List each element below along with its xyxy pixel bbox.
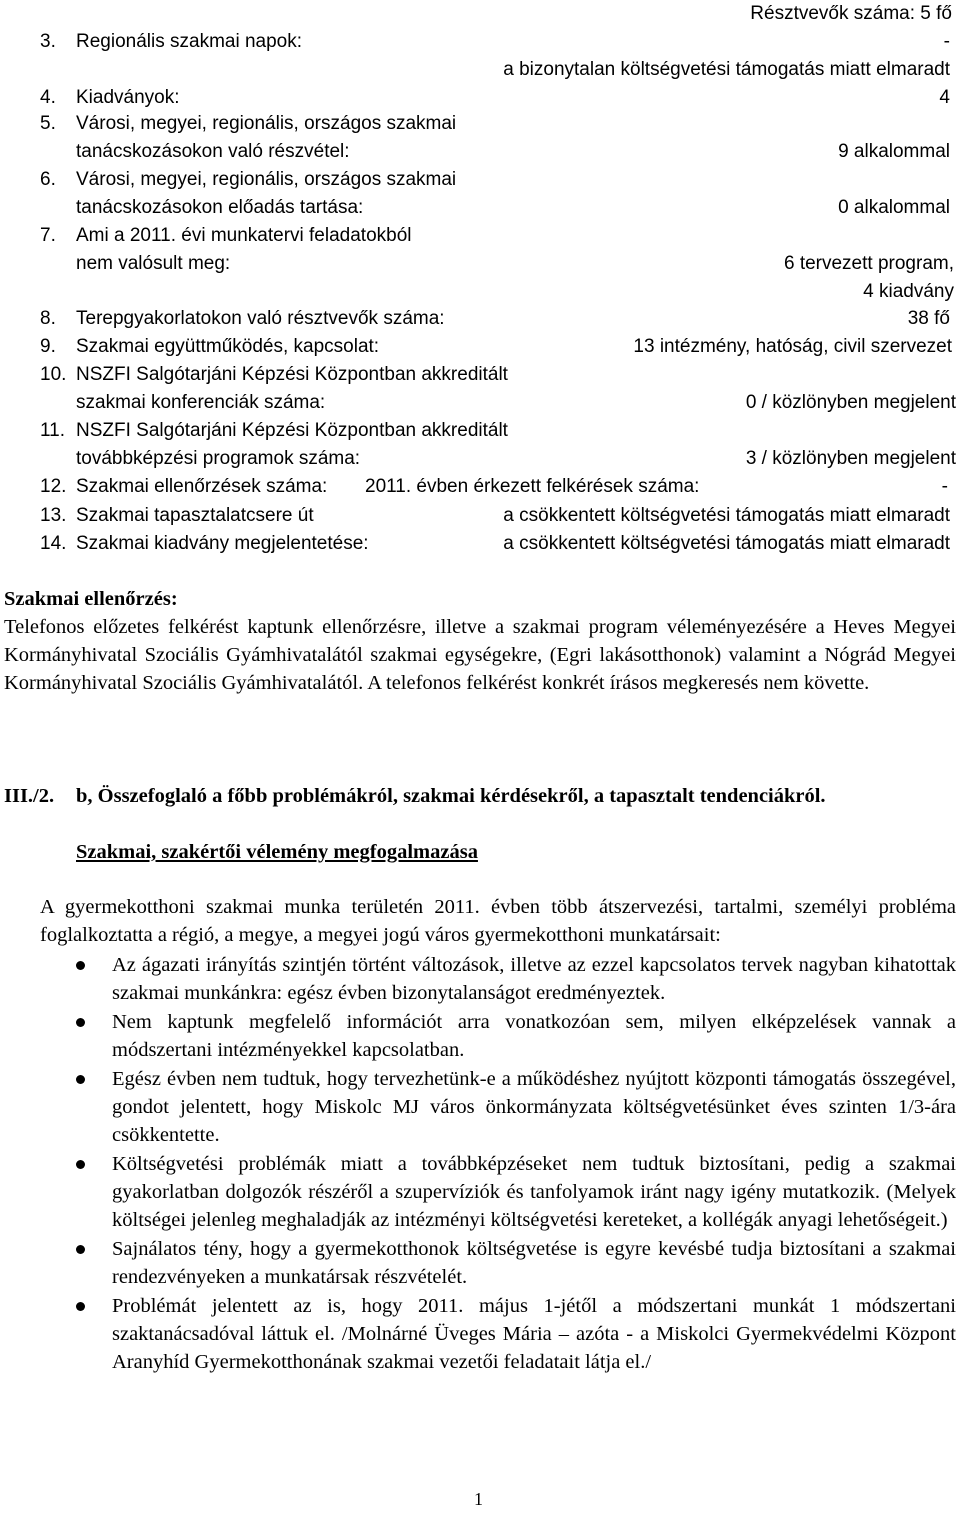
row-14-value: a csökkentett költségvetési támogatás miatt elmaradt <box>503 533 950 554</box>
inspection-heading: Szakmai ellenőrzés: <box>4 588 178 610</box>
list-item: Az ágazati irányítás szintjén történt változások, illetve az ezzel kapcsolatos tervek nagyban kihatottak szakmai munkánkra: egész évben bizonytalanságot eredményeztek. <box>76 951 956 1007</box>
row-5-label-cont: tanácskozásokon való részvétel: <box>76 141 350 162</box>
row-10-value: 0 / közlönyben megjelent <box>745 392 956 413</box>
row-4-label: Kiadványok: <box>76 87 180 108</box>
row-7-label: Ami a 2011. évi munkatervi feladatokból <box>76 225 412 246</box>
row-9-value: 13 intézmény, hatóság, civil szervezet <box>633 336 952 357</box>
row-7-num: 7. <box>40 225 56 246</box>
row-10-label-cont: szakmai konferenciák száma: <box>76 392 326 413</box>
row-3-note: a bizonytalan költségvetési támogatás miatt elmaradt <box>503 59 950 80</box>
problem-list <box>76 951 956 1377</box>
row-3-value: - <box>943 31 950 52</box>
inspection-text: Telefonos előzetes felkérést kaptunk ellenőrzésre, illetve a szakmai program véleményezésére a Heves Megyei Kormányhivatal Szociális Gyámhivatalától szakmai egységekre, (Egri lakásotthonok) valamint a Nógrád Megyei Kormányhivatal Szociális Gyámhivatalától. A telefonos felkérést konkrét írásos megkeresés nem követte. <box>4 616 956 694</box>
bullet-icon <box>76 1018 85 1027</box>
bullet-icon <box>76 1075 85 1084</box>
list-item: Problémát jelentett az is, hogy 2011. május 1-jétől a módszertani munkát 1 módszertani szaktanácsadóval láttuk el. /Molnárné Üveges Mária – azóta - a Miskolci Gyermekvédelmi Központ Aranyhíd Gyermekotthonának szakmai vezetői feladatait látja el./ <box>76 1292 956 1376</box>
list-item: Sajnálatos tény, hogy a gyermekotthonok költségvetése is egyre kevésbé tudja biztosítani a szakmai rendezvényeken a munkatársak részvételét. <box>76 1235 956 1291</box>
row-12-mid: 2011. évben érkezett felkérések száma: <box>365 476 700 497</box>
row-11-num: 11. <box>40 420 66 441</box>
row-5-label: Városi, megyei, regionális, országos szakmai <box>76 113 457 134</box>
row-5-value: 9 alkalommal <box>838 141 950 162</box>
row-12-label: Szakmai ellenőrzések száma: <box>76 476 328 497</box>
bullet-icon <box>76 1160 85 1169</box>
section-intro: A gyermekotthoni szakmai munka területén 2011. évben több átszervezési, tartalmi, személyi probléma foglalkoztatta a régió, a megye, a megyei jogú város gyermekotthoni munkatársait: <box>40 896 956 946</box>
row-7-value-cont: 4 kiadvány <box>863 281 954 302</box>
bullet-icon <box>76 1245 85 1254</box>
row-8-value: 38 fő <box>907 308 950 329</box>
row-11-label-cont: továbbképzési programok száma: <box>76 448 361 469</box>
row-13-label: Szakmai tapasztalatcsere út <box>76 505 314 526</box>
row-8-label: Terepgyakorlatokon való résztvevők száma: <box>76 308 445 329</box>
row-4-num: 4. <box>40 87 56 108</box>
row-8-num: 8. <box>40 308 56 329</box>
row-6-label-cont: tanácskozásokon előadás tartása: <box>76 197 364 218</box>
row-12-num: 12. <box>40 476 67 497</box>
row-3-num: 3. <box>40 31 56 52</box>
list-item: Egész évben nem tudtuk, hogy tervezhetünk-e a működéshez nyújtott központi támogatás összegével, gondot jelentett, hogy Miskolc MJ város önkormányzata költségvetésünket éves szinten 1/3-ára csökkentette. <box>76 1065 956 1149</box>
row-6-value: 0 alkalommal <box>838 197 950 218</box>
page-number: 1 <box>474 1489 483 1509</box>
row-10-label: NSZFI Salgótarjáni Képzési Központban akkreditált <box>76 364 508 385</box>
row-6-label: Városi, megyei, regionális, országos szakmai <box>76 169 457 190</box>
row-4-value: 4 <box>939 87 950 108</box>
row-7-label-cont: nem valósult meg: <box>76 253 231 274</box>
row-13-num: 13. <box>40 505 67 526</box>
row-6-num: 6. <box>40 169 56 190</box>
row-7-value: 6 tervezett program, <box>783 253 954 274</box>
section-number: III./2. <box>4 785 55 807</box>
row-11-label: NSZFI Salgótarjáni Képzési Központban akkreditált <box>76 420 508 441</box>
section-title: b, Összefoglaló a főbb problémákról, szakmai kérdésekről, a tapasztalt tendenciákról. <box>76 785 826 807</box>
row-11-value: 3 / közlönyben megjelent <box>745 448 956 469</box>
row-13-value: a csökkentett költségvetési támogatás miatt elmaradt <box>503 505 950 526</box>
row-10-num: 10. <box>40 364 67 385</box>
participants-count: Résztvevők száma: 5 fő <box>750 3 952 24</box>
row-5-num: 5. <box>40 113 56 134</box>
list-item: Költségvetési problémák miatt a továbbképzéseket nem tudtuk biztosítani, pedig a szakmai gyakorlatban dolgozók részéről a szupervíziók és tanfolyamok iránt nagy igény mutatkozik. (Melyek költségei jelenleg meghaladják az intézményi költségvetési kereteket, a kollégák anyagi lehetőségeit.) <box>76 1150 956 1234</box>
row-9-num: 9. <box>40 336 56 357</box>
list-item: Nem kaptunk megfelelő információt arra vonatkozóan sem, milyen elképzelések vannak a módszertani intézményekkel kapcsolatban. <box>76 1008 956 1064</box>
row-12-value: - <box>941 476 948 497</box>
row-3-label: Regionális szakmai napok: <box>76 31 303 52</box>
bullet-icon <box>76 1302 85 1311</box>
row-14-label: Szakmai kiadvány megjelentetése: <box>76 533 369 554</box>
section-subtitle: Szakmai, szakértői vélemény megfogalmazása <box>76 841 478 863</box>
row-14-num: 14. <box>40 533 67 554</box>
row-9-label: Szakmai együttműködés, kapcsolat: <box>76 336 380 357</box>
bullet-icon <box>76 961 85 970</box>
